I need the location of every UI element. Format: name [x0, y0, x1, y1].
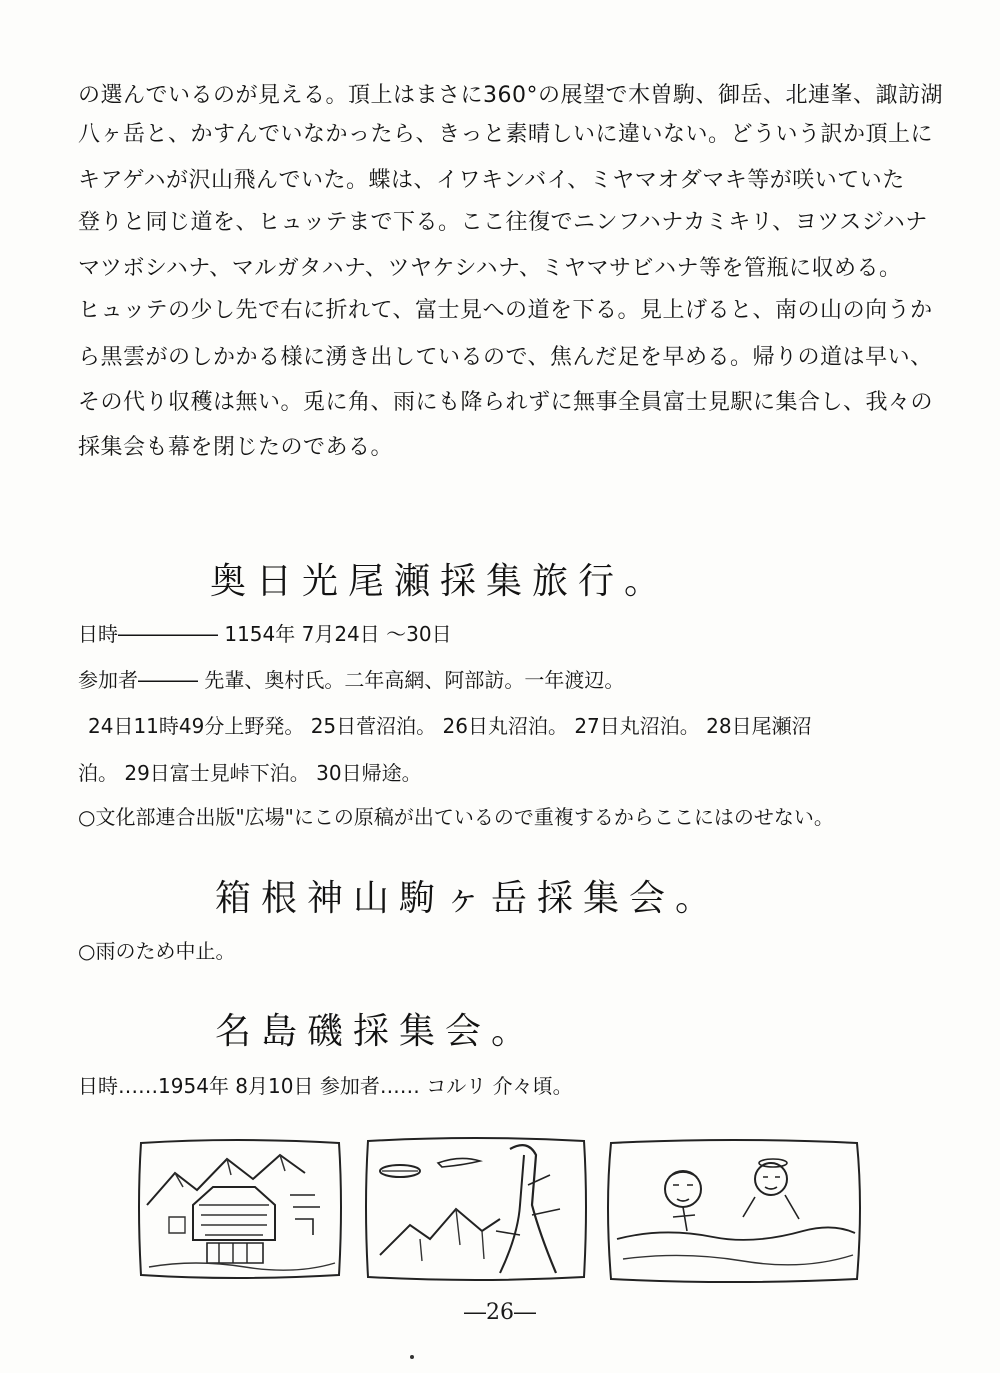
sketch-panels: [135, 1135, 865, 1290]
sketch-two-faces: [603, 1135, 865, 1285]
page-number: ―26―: [464, 1300, 536, 1325]
sketch-insect-tree: [360, 1135, 590, 1285]
section-line: 日時‥‥‥1954年 8月10日 参加者‥‥‥ コルリ 介々頃。: [78, 1074, 573, 1098]
section-line: ○雨のため中止。: [78, 939, 236, 963]
section-line: 泊。 29日富士見峠下泊。 30日帰途。: [78, 761, 422, 785]
paragraph-line: キアゲハが沢山飛んでいた。蝶は、イワキンバイ、ミヤマオダマキ等が咲いていた: [78, 168, 905, 193]
paragraph-line: 採集会も幕を閉じたのである。: [78, 435, 394, 460]
sketch-hut-mountain: [135, 1135, 345, 1285]
section-line: ○文化部連合出版"広場"にこの原稿が出ているので重複するからここにはのせない。: [78, 805, 834, 829]
paragraph-line: ヒュッテの少し先で右に折れて、富士見への道を下る。見上げると、南の山の向うか: [78, 298, 933, 323]
section-heading: 箱根神山駒ヶ岳採集会。: [215, 878, 722, 919]
paragraph-line: の選んでいるのが見える。頂上はまさに360°の展望で木曽駒、御岳、北連峯、諏訪湖: [78, 83, 943, 108]
paragraph-line: その代り収穫は無い。兎に角、雨にも降られずに無事全員富士見駅に集合し、我々の: [78, 390, 934, 415]
scan-speck: [410, 1355, 414, 1359]
section-line: 参加者――― 先輩、奥村氏。二年高網、阿部訪。一年渡辺。: [78, 668, 625, 692]
paragraph-line: マツボシハナ、マルガタハナ、ツヤケシハナ、ミヤマサビハナ等を管瓶に収める。: [78, 256, 902, 281]
section-heading: 名島磯採集会。: [215, 1011, 538, 1052]
paragraph-line: 登りと同じ道を、ヒュッテまで下る。ここ往復でニンフハナカミキリ、ヨツスジハナ: [78, 210, 928, 235]
section-heading: 奥日光尾瀬採集旅行。: [210, 561, 671, 602]
section-line: 24日11時49分上野発。 25日菅沼泊。 26日丸沼泊。 27日丸沼泊。 28日尾瀬沼: [88, 714, 812, 738]
section-line: 日時――――― 1154年 7月24日 ～30日: [78, 622, 452, 646]
paragraph-line: 八ヶ岳と、かすんでいなかったら、きっと素晴しいに違いない。どういう訳か頂上に: [78, 122, 934, 147]
paragraph-line: ら黒雲がのしかかる様に湧き出しているので、焦んだ足を早める。帰りの道は早い、: [78, 345, 933, 370]
